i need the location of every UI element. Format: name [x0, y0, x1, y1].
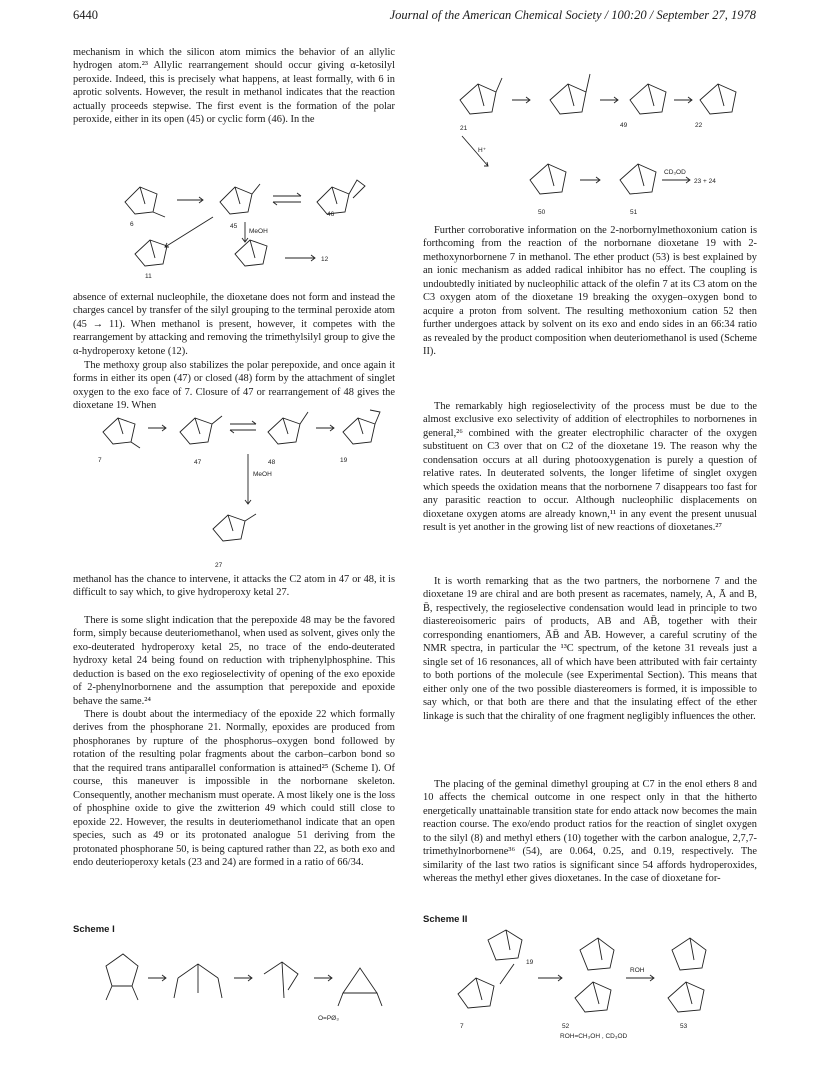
label-46: 46	[327, 211, 335, 218]
label-22: 22	[695, 122, 703, 129]
right-paragraph-1: Further corroborative information on the 2-norbornylmethoxonium cation is forthcoming from the reaction of the norbornane dioxetane 19 with 2-methoxynorbornene 7 in methanol. The ether product (53) is best explained by an ionic mechanism as added radical inhibitor has no effect. The coupling is undoubtedly initiated by nucleophilic attack of the olefin 7 at its C3 atom on the C3 oxygen atom of the dioxetane 19 breaking the oxygen–oxygen bond to acquire a proton from solvent. The resulting methoxonium cation 52 then further undergoes attack by solvent on its exo and endo sides in an 66:34 ratio as revealed by the product composition when deuteriomethanol is used (Scheme II).	[423, 225, 757, 358]
left-paragraph-1: mechanism in which the silicon atom mimics the behavior of an allylic hydrogen atom.²³ Allylic rearrangement should occur giving α-ketosilyl peroxide. Indeed, this is precisely what happens, at least formally, with 6 in aprotic solvents. However, the result in methanol indicates that the reaction actually proceeds stepwise. The first event is the formation of the polar peroxide, either in its open (45) or cyclic form (46). In the	[73, 47, 395, 126]
label-48: 48	[268, 459, 276, 466]
figure-phosphorane-scheme	[440, 50, 740, 218]
label-12: 12	[321, 256, 329, 263]
label-47: 47	[194, 459, 202, 466]
figure-perepoxide-scheme	[88, 404, 388, 572]
label-49: 49	[620, 122, 628, 129]
label-cd3od: CD₃OD	[664, 169, 686, 176]
label-6: 6	[130, 221, 134, 228]
label-meoh-1: MeOH	[249, 228, 268, 235]
figure-scheme-2	[440, 928, 740, 1040]
label-51: 51	[630, 209, 638, 216]
label-53: 53	[680, 1023, 688, 1030]
left-paragraph-2: absence of external nucleophile, the dioxetane does not form and instead the charges cancel by transfer of the silyl grouping to the terminal peroxide atom (45 → 11). When methanol is present, however, it competes with the rearrangement by attacking and removing the trimethylsilyl group to give the α-hydroperoxy ketone (12).	[73, 292, 395, 357]
label-45: 45	[230, 223, 238, 230]
left-paragraph-4: methanol has the chance to intervene, it attacks the C2 atom in 47 or 48, it is difficult to say which, to give hydroperoxy ketal 27.	[73, 574, 395, 599]
label-11: 11	[145, 273, 152, 280]
label-50: 50	[538, 209, 546, 216]
figure-scheme-1	[88, 938, 388, 1030]
figure-silyl-peroxide-scheme	[95, 162, 385, 282]
label-27: 27	[215, 562, 223, 569]
page-number: 6440	[73, 8, 98, 22]
label-21: 21	[460, 125, 468, 132]
label-7a: 7	[98, 457, 102, 464]
label-roh-note: ROH=CH₃OH , CD₃OD	[560, 1033, 628, 1040]
left-paragraph-3: The methoxy group also stabilizes the polar perepoxide, and once again it forms in either its open (47) or closed (48) form by the attachment of singlet oxygen to the exo face of 7. Closure of 47 or rearrangement of 48 gives the dioxetane 19. When	[73, 360, 395, 412]
left-paragraph-5: There is some slight indication that the perepoxide 48 may be the favored form, simply because deuteriomethanol, when used as solvent, gives only the exo-deuterated hydroperoxy ketal 25, no trace of the endo-deuterated hydroxy ketal 24 being found on reduction with triphenylphosphine. This deduction is based on the exo regioselectivity of opening of the exo epoxide of 2-phenylnorbornene and the assumption that perepoxide and epoxide behave the same.²⁴	[73, 615, 395, 707]
label-23-24: 23 + 24	[694, 178, 716, 185]
label-7b: 7	[460, 1023, 464, 1030]
journal-title: Journal of the American Chemical Society / 100:20 / September 27, 1978	[389, 8, 756, 22]
label-h-plus: H⁺	[478, 147, 487, 154]
right-paragraph-4: The placing of the geminal dimethyl grouping at C7 in the enol ethers 8 and 10 affects the chemical outcome in one respect only in that the hitherto energetically unattainable transition state for endo attack now becomes the main reaction course. The exo/endo product ratios for the reaction of singlet oxygen to the silyl (8) and methyl ethers (10) together with the carbon analogue, 2,7,7-trimethylnorbornene³⁶ (54), are 0.064, 0.25, and 0.19, respectively. The similarity of the last two ratios is significant since 54 affords hydroperoxides, whereas the methyl ether gives dioxetanes. In the case of dioxetane for-	[423, 779, 757, 885]
scheme-2-caption: Scheme II	[423, 914, 468, 925]
right-paragraph-2: The remarkably high regioselectivity of the process must be due to the almost exclusive exo selectivity of addition of electrophiles to norbornenes in general,²⁶ combined with the greater electrophilic character of the oxygen substituent on C3 over that on C2 of the dioxetane 19. The reason why the condensation occurs at all during photooxygenation is purely a question of relative rates. In deuterated solvents, the longer lifetime of singlet oxygen which speeds the oxidation means that the norbornene 7 disappears too fast for any parasitic reaction to occur. Although nucleophilic displacements on dioxetane oxygen atoms are already known,¹¹ in any event the present unusual result is yet another in the growing list of new reactions of dioxetanes.²⁷	[423, 401, 757, 534]
label-52: 52	[562, 1023, 570, 1030]
scheme-1-caption: Scheme I	[73, 924, 115, 935]
label-phosphine-oxide: O=PØ₃	[318, 1015, 339, 1022]
label-19a: 19	[340, 457, 348, 464]
label-roh: ROH	[630, 967, 645, 974]
left-paragraph-6: There is doubt about the intermediacy of the epoxide 22 which formally derives from the phosphorane 21. Normally, epoxides are produced from phosphoranes by rupture of the phosphorus–oxygen bond followed by rotation of the resulting polar fragments about the carbon–carbon bond so that the required trans antiparallel conformation is attained²⁵ (Scheme I). Of course, this maneuver is impossible in the norbornane skeleton. Consequently, another mechanism must operate. A most likely one is the loss of phosphine oxide to give the zwitterion 49 which could still close to epoxide 22. However, the results in deuteriomethanol indicate that an open species, such as 49 or its protonated analogue 51 deriving from the protonated phosphorane 50, is being captured rather than 22, as both exo and endo deuterioperoxy ketals (23 and 24) are formed in a ratio of 66/34.	[73, 709, 395, 868]
label-19b: 19	[526, 959, 534, 966]
label-meoh-2: MeOH	[253, 471, 272, 478]
right-paragraph-3: It is worth remarking that as the two partners, the norbornene 7 and the dioxetane 19 are chiral and are both present as racemates, namely, A, Ā and B, B̄, respectively, the regioselective condensation would lead in principle to two diastereoisomeric pairs of products, AB and AB̄, together with their corresponding enantiomers, ĀB̄ and ĀB. However, a careful scrutiny of the NMR spectra, in particular the ¹³C spectrum, of the ketone 31 reveals just a single set of 16 resonances, all of which have been attributed with fair certainty to both portions of the molecule (see Experimental Section). This means that either only one of the two possible diastereomers is formed, it is impossible to say which, or that both are there and that the insulating effect of the ether linkage is such that the chirality of one fragment negligibly influences the other.	[423, 576, 757, 722]
